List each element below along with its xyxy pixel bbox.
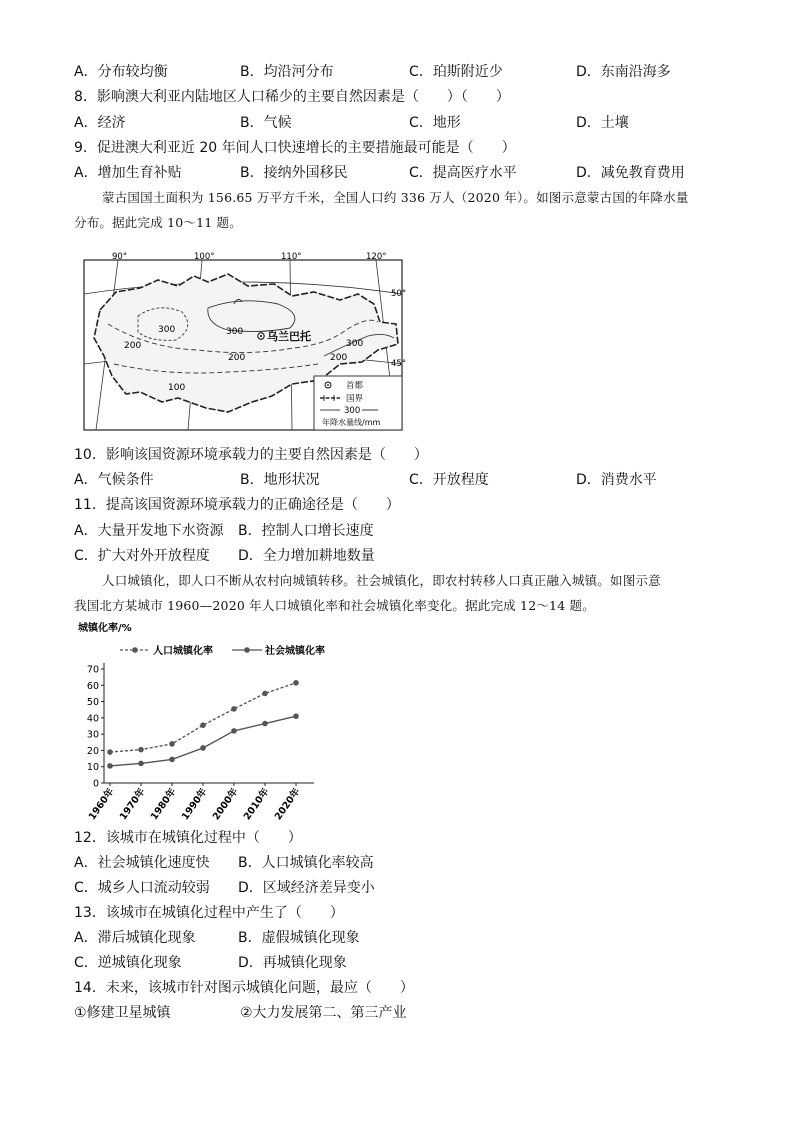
q7-option-b: B．均沿河分布 <box>240 64 334 80</box>
mongolia-precipitation-map <box>78 252 408 432</box>
passage2-line2: 我国北方某城市 1960—2020 年人口城镇化率和社会城镇化率变化。据此完成 12～14 题。 <box>74 598 595 613</box>
q10-option-b: B．地形状况 <box>240 472 320 488</box>
legend-capital-label: 首都 <box>346 381 364 391</box>
chart-ylabel: 城镇化率/% <box>78 623 132 634</box>
q12-stem: 12．该城市在城镇化过程中（ ） <box>74 830 302 846</box>
series-line-1 <box>110 683 296 752</box>
capital-label: 乌兰巴托 <box>267 330 311 343</box>
y-tick-label: 20 <box>86 745 99 757</box>
q8-option-d: D．土壤 <box>576 115 629 131</box>
urbanization-line-chart <box>74 617 334 827</box>
data-point <box>293 713 299 719</box>
q12-option-c: C．城乡人口流动较弱 <box>74 880 210 896</box>
data-point <box>169 757 175 763</box>
q12-option-d: D．区域经济差异变小 <box>238 880 375 896</box>
isohyet-label: 200 <box>330 353 348 363</box>
y-tick-label: 70 <box>86 664 99 676</box>
passage2-line1: 人口城镇化，即人口不断从农村向城镇转移。社会城镇化，即农村转移人口真正融入城镇。如图示意 <box>102 573 661 588</box>
map-legend <box>314 376 402 430</box>
x-tick-label: 2000年 <box>210 786 241 823</box>
q13-stem: 13．该城市在城镇化过程中产生了（ ） <box>74 905 344 921</box>
data-point <box>169 741 175 747</box>
q13-option-d: D．再城镇化现象 <box>238 955 347 971</box>
legend-label: 人口城镇化率 <box>153 646 213 657</box>
x-tick-label: 1970年 <box>117 786 148 823</box>
q11-option-a: A．大量开发地下水资源 <box>74 523 224 539</box>
q8-option-a: A．经济 <box>74 115 126 131</box>
x-tick-label: 1990年 <box>179 786 210 823</box>
q10-stem: 10．影响该国资源环境承载力的主要自然因素是（ ） <box>74 447 428 463</box>
x-tick-label: 1980年 <box>148 786 179 823</box>
legend-label: 社会城镇化率 <box>265 646 325 657</box>
q8-stem: 8．影响澳大利亚内陆地区人口稀少的主要自然因素是（ ）（ ） <box>74 89 510 105</box>
q14-option-1: ①修建卫星城镇 <box>74 1005 171 1021</box>
data-point <box>200 745 206 751</box>
q13-option-a: A．滞后城镇化现象 <box>74 930 196 946</box>
lat-label-45: 45° <box>391 359 407 369</box>
y-tick-label: 10 <box>86 762 99 774</box>
q12-option-b: B．人口城镇化率较高 <box>238 855 374 871</box>
q13-option-c: C．逆城镇化现象 <box>74 955 182 971</box>
chart-legend <box>120 644 325 657</box>
isohyet-label: 300 <box>346 339 364 349</box>
isohyet-label: 300 <box>158 325 176 335</box>
passage1-line2: 分布。据此完成 10～11 题。 <box>74 215 242 230</box>
q9-option-a: A．增加生育补贴 <box>74 165 182 181</box>
lon-label-120: 120° <box>366 252 387 262</box>
data-point <box>231 706 237 712</box>
q10-option-c: C．开放程度 <box>409 472 489 488</box>
data-point <box>107 763 113 769</box>
q9-option-c: C．提高医疗水平 <box>409 165 517 181</box>
q10-option-a: A．气候条件 <box>74 472 154 488</box>
data-point <box>138 761 144 767</box>
q9-option-d: D．减免教育费用 <box>576 165 685 181</box>
q12-option-a: A．社会城镇化速度快 <box>74 855 210 871</box>
lon-label-110: 110° <box>281 252 302 262</box>
legend-marker <box>244 647 250 653</box>
lon-label-90: 90° <box>112 252 128 262</box>
q11-stem: 11．提高该国资源环境承载力的正确途径是（ ） <box>74 497 400 513</box>
data-point <box>107 749 113 755</box>
y-tick-label: 30 <box>86 729 99 741</box>
lon-label-100: 100° <box>194 252 215 262</box>
lat-label-50: 50° <box>391 289 407 299</box>
y-tick-label: 0 <box>92 778 99 790</box>
data-point <box>138 747 144 753</box>
q7-option-c: C．珀斯附近少 <box>409 64 503 80</box>
q11-option-b: B．控制人口增长速度 <box>238 523 374 539</box>
passage1-line1: 蒙古国国土面积为 156.65 万平方千米，全国人口约 336 万人（2020 年）。如图示意蒙古国的年降水量 <box>102 190 689 205</box>
q13-option-b: B．虚假城镇化现象 <box>238 930 360 946</box>
isohyet-label: 200 <box>228 353 246 363</box>
y-tick-label: 40 <box>86 713 99 725</box>
x-tick-label: 2020年 <box>272 786 303 823</box>
q8-option-b: B．气候 <box>240 115 292 131</box>
data-point <box>262 691 268 697</box>
data-point <box>293 680 299 686</box>
isohyet-label: 300 <box>226 327 244 337</box>
q11-option-c: C．扩大对外开放程度 <box>74 548 210 564</box>
q11-option-d: D．全力增加耕地数量 <box>238 548 375 564</box>
y-tick-label: 60 <box>86 680 99 692</box>
q10-option-d: D．消费水平 <box>576 472 657 488</box>
q9-stem: 9．促进澳大利亚近 20 年间人口快速增长的主要措施最可能是（ ） <box>74 140 516 156</box>
legend-border-label: 国界 <box>346 394 364 404</box>
legend-isoline-value: 300 <box>344 406 361 416</box>
q14-option-2: ②大力发展第二、第三产业 <box>240 1005 407 1021</box>
q7-option-d: D．东南沿海多 <box>576 64 671 80</box>
data-point <box>262 721 268 727</box>
legend-isoline-label: 年降水量线/mm <box>322 418 381 427</box>
q14-stem: 14．未来，该城市针对图示城镇化问题，最应（ ） <box>74 980 414 996</box>
y-tick-label: 50 <box>86 697 99 709</box>
isohyet-label: 200 <box>124 341 142 351</box>
q9-option-b: B．接纳外国移民 <box>240 165 348 181</box>
data-point <box>231 728 237 734</box>
isohyet-label: 100 <box>168 383 186 393</box>
x-tick-label: 1960年 <box>86 786 117 823</box>
q7-option-a: A．分布较均衡 <box>74 64 168 80</box>
data-point <box>200 722 206 728</box>
x-tick-label: 2010年 <box>241 786 272 823</box>
q8-option-c: C．地形 <box>409 115 461 131</box>
legend-marker <box>132 647 138 653</box>
